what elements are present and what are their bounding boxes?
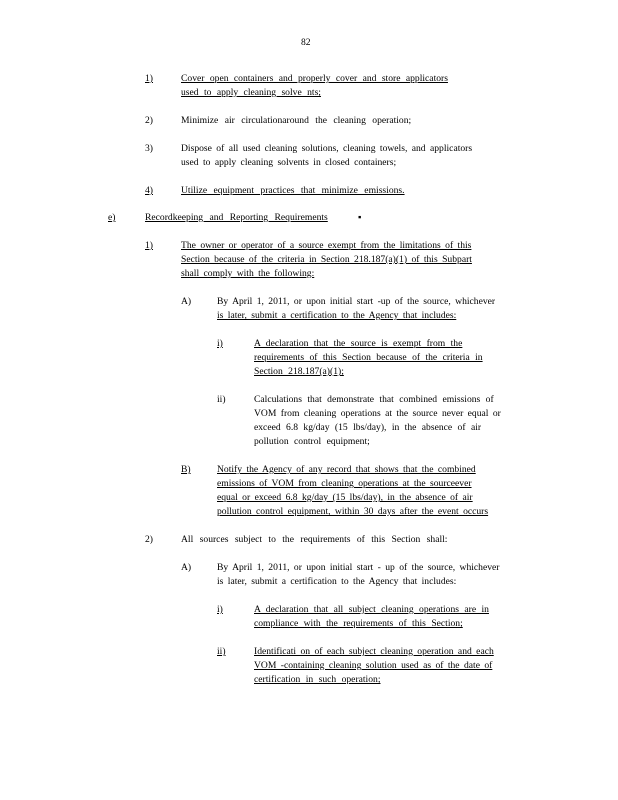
clause-text: requirements of this Section because of the criteria in: [254, 352, 483, 363]
subitem-label: A): [181, 296, 192, 307]
clause-label: ii): [217, 646, 226, 657]
section-label: e): [108, 212, 116, 223]
clause-text: Section 218.187(a)(1);: [254, 366, 344, 377]
item-label: 2): [145, 534, 153, 545]
subitem-text: pollution control equipment, within 30 days after the event occurs: [217, 506, 489, 517]
list-item-text: used to apply cleaning solve nts;: [181, 87, 321, 98]
item-text: shall comply with the following:: [181, 268, 315, 279]
item-label: 1): [145, 240, 153, 251]
list-item-label: 3): [145, 143, 153, 154]
clause-text: A declaration that the source is exempt from the: [254, 338, 463, 349]
item-text: The owner or operator of a source exempt from the limitations of this: [181, 240, 472, 251]
clause-text: VOM -containing cleaning solution used as of the date of: [254, 660, 493, 671]
list-item-text: Utilize equipment practices that minimize emissions.: [181, 185, 405, 196]
list-item-text: Dispose of all used cleaning solutions, cleaning towels, and applicators: [181, 143, 473, 154]
clause-text: VOM from cleaning operations at the source never equal or: [254, 408, 501, 419]
page-number: 82: [301, 37, 311, 48]
subitem-label: B): [181, 464, 191, 475]
subitem-text: By April 1, 2011, or upon initial start - up of the source, whichever: [217, 562, 500, 573]
clause-text: certification in such operation;: [254, 674, 381, 685]
subitem-label: A): [181, 562, 192, 573]
clause-text: Calculations that demonstrate that combined emissions of: [254, 394, 494, 405]
bullet-mark: ▪: [358, 212, 362, 223]
clause-text: Identificati on of each subject cleaning operation and each: [254, 646, 494, 657]
subitem-text: is later, submit a certification to the Agency that includes:: [217, 310, 457, 321]
clause-text: A declaration that all subject cleaning operations are in: [254, 604, 489, 615]
subitem-text: By April 1, 2011, or upon initial start -up of the source, whichever: [217, 296, 496, 307]
subitem-text: Notify the Agency of any record that shows that the combined: [217, 464, 476, 475]
clause-text: exceed 6.8 kg/day (15 lbs/day), in the absence of air: [254, 422, 482, 433]
list-item-label: 2): [145, 115, 153, 126]
clause-text: compliance with the requirements of this Section;: [254, 618, 463, 629]
clause-label: ii): [217, 394, 226, 405]
clause-label: i): [217, 338, 223, 349]
item-text: Section because of the criteria in Section 218.187(a)(1) of this Subpart: [181, 254, 472, 265]
list-item-text: Minimize air circulationaround the cleaning operation;: [181, 115, 412, 126]
list-item-label: 4): [145, 185, 153, 196]
subitem-text: equal or exceed 6.8 kg/day (15 lbs/day), in the absence of air: [217, 492, 473, 503]
item-text: All sources subject to the requirements of this Section shall:: [181, 534, 448, 545]
list-item-text: used to apply cleaning solvents in closed containers;: [181, 157, 397, 168]
subitem-text: emissions of VOM from cleaning operations at the sourceever: [217, 478, 472, 489]
clause-text: pollution control equipment;: [254, 436, 370, 447]
subitem-text: is later, submit a certification to the Agency that includes:: [217, 576, 457, 587]
clause-label: i): [217, 604, 223, 615]
list-item-label: 1): [145, 73, 153, 84]
section-title: Recordkeeping and Reporting Requirements: [145, 212, 328, 223]
list-item-text: Cover open containers and properly cover and store applicators: [181, 73, 448, 84]
